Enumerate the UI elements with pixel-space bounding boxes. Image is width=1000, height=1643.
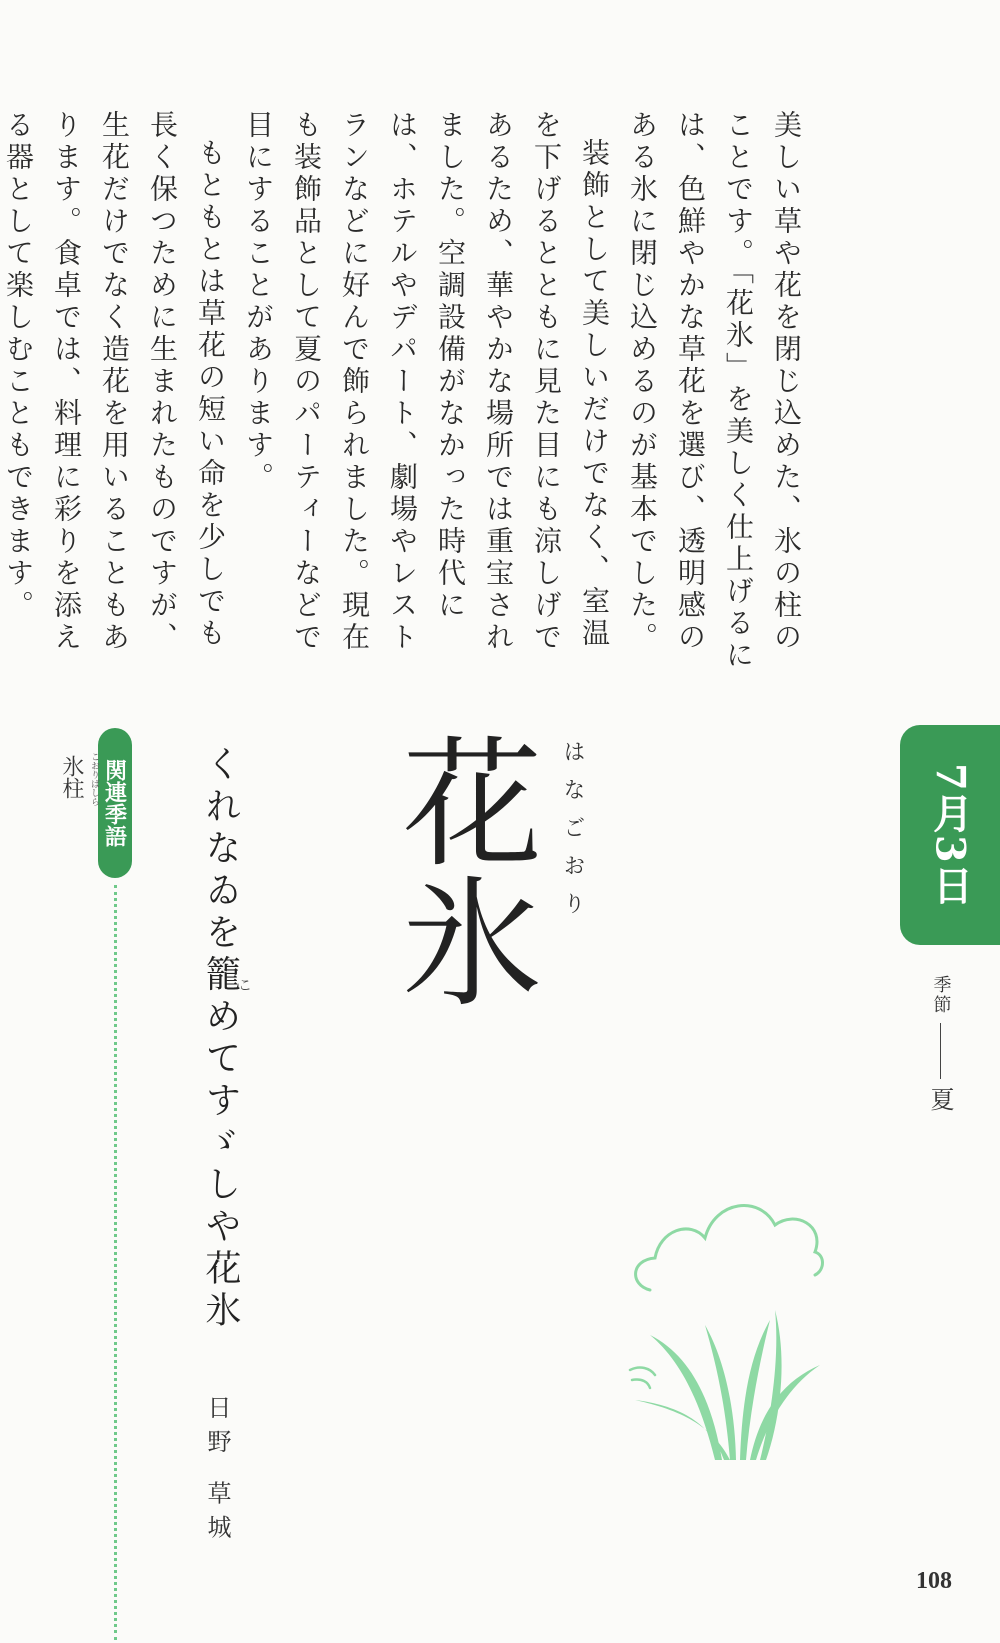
date-tab xyxy=(900,725,1000,945)
title-ruby: はなごおり xyxy=(560,740,585,930)
cloud-grass-illustration xyxy=(620,1160,830,1460)
page-title: 花氷 xyxy=(379,730,542,1010)
page-number: 108 xyxy=(916,1568,952,1594)
related-words-label: 関連季語 xyxy=(101,759,128,847)
haiku-author: 日野 草城 xyxy=(203,1395,231,1549)
season-label: 季節 xyxy=(930,975,952,1015)
related-words-badge xyxy=(98,728,132,878)
related-word-ruby: こおりばしら xyxy=(89,752,99,806)
season-indicator xyxy=(923,975,958,1111)
related-word: 氷柱 xyxy=(59,755,84,799)
body-text xyxy=(0,110,810,680)
date-text: 7月3日 xyxy=(926,763,974,907)
haiku-ruby: こ xyxy=(238,978,252,994)
cloud-icon xyxy=(636,1206,823,1290)
body-paragraph-2: 装飾として美しいだけでなく、室温を下げるとともに見た目にも涼しげであるため、華やかな場所では重宝されました。空調設備がなかった時代には、ホテルやデパート、劇場やレストランなどに好んで飾られました。現在も装飾品として夏のパーティーなどで目にすることがあります。 xyxy=(242,110,611,654)
body-paragraph-1: 美しい草や花を閉じ込めた、氷の柱のことです。「花氷」を美しく仕上げるには、色鮮やかな草花を選び、透明感のある氷に閉じ込めるのが基本でした。 xyxy=(626,110,803,672)
related-dotted-line xyxy=(114,885,117,1640)
grass-icon xyxy=(635,1310,820,1460)
season-value: 夏 xyxy=(926,1087,954,1111)
body-paragraph-3: もともとは草花の短い命を少しでも長く保つために生まれたものですが、生花だけでなく造花を用いることもあります。食卓では、料理に彩りを添える器として楽しむこともできます。 xyxy=(2,110,227,654)
haiku-text: くれなゐを籠めてすゞしや花氷 xyxy=(200,745,241,1333)
season-dash xyxy=(940,1023,941,1079)
